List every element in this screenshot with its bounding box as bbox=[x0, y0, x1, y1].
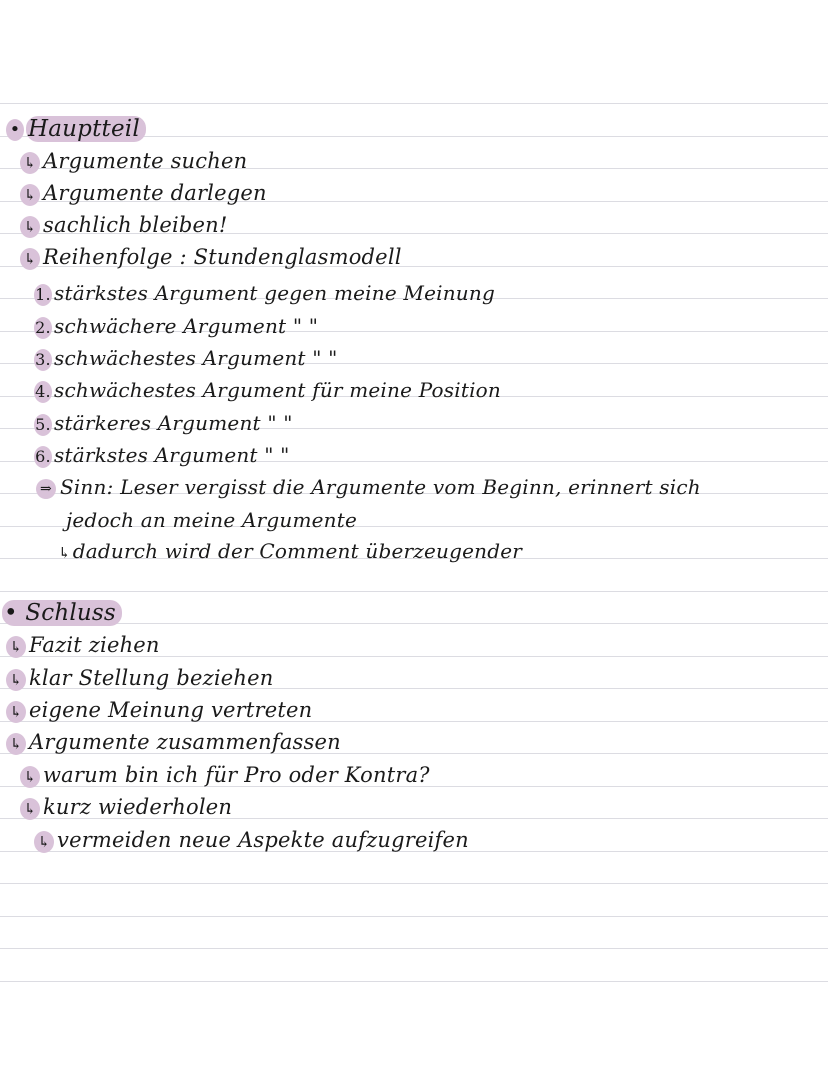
ranking-item bbox=[34, 410, 293, 436]
sub-list-item bbox=[34, 827, 469, 853]
list-item bbox=[6, 729, 341, 755]
heading-label: Schluss bbox=[25, 600, 116, 626]
section-heading-hauptteil bbox=[6, 116, 146, 142]
implies-icon: ⇒ bbox=[36, 479, 56, 499]
arrow-icon: ↳ bbox=[6, 733, 26, 755]
item-text: warum bin ich für Pro oder Kontra? bbox=[43, 763, 430, 787]
list-item bbox=[20, 148, 247, 174]
ruled-line bbox=[0, 916, 828, 917]
dadurch-text: dadurch wird der Comment überzeugender bbox=[72, 539, 523, 563]
list-item bbox=[6, 632, 160, 658]
list-item bbox=[20, 244, 402, 270]
ranking-text: schwächestes Argument für meine Position bbox=[54, 378, 502, 402]
arrow-icon: ↳ bbox=[6, 701, 26, 723]
section-heading-schluss bbox=[2, 600, 122, 626]
arrow-icon: ↳ bbox=[6, 669, 26, 691]
sinn-text-line1: Leser vergisst die Argumente vom Beginn, erinnert sich bbox=[120, 475, 701, 499]
ranking-item bbox=[34, 442, 290, 468]
ranking-item bbox=[34, 345, 338, 371]
item-text: sachlich bleiben! bbox=[43, 213, 228, 237]
ruled-line bbox=[0, 883, 828, 884]
arrow-icon: ↳ bbox=[20, 184, 40, 206]
item-text: Argumente zusammenfassen bbox=[29, 730, 341, 754]
ranking-item bbox=[34, 313, 318, 339]
ranking-text: stärkstes Argument " " bbox=[54, 443, 290, 467]
item-text: vermeiden neue Aspekte aufzugreifen bbox=[57, 828, 469, 852]
ranking-text: stärkstes Argument gegen meine Meinung bbox=[54, 281, 495, 305]
ruled-line bbox=[0, 948, 828, 949]
sinn-label: Sinn: bbox=[59, 475, 114, 499]
list-item bbox=[6, 665, 274, 691]
number-badge: 5. bbox=[35, 414, 51, 434]
bullet-dot-icon: • bbox=[6, 119, 24, 141]
arrow-icon: ↳ bbox=[20, 248, 40, 270]
arrow-icon: ↳ bbox=[20, 766, 40, 788]
sub-list-item bbox=[20, 762, 430, 788]
bullet-dot-icon: • bbox=[4, 600, 18, 626]
sub-list-item bbox=[20, 794, 232, 820]
item-text: Reihenfolge : Stundenglasmodell bbox=[43, 245, 402, 269]
ranking-item bbox=[34, 377, 501, 403]
ruled-line bbox=[0, 591, 828, 592]
number-badge: 4. bbox=[35, 381, 51, 401]
sinn-note bbox=[36, 474, 701, 500]
item-text: Argumente darlegen bbox=[43, 181, 267, 205]
heading-text: Hauptteil bbox=[26, 116, 146, 142]
arrow-icon: ↳ bbox=[58, 544, 71, 562]
number-badge: 6. bbox=[35, 446, 51, 466]
item-text: Argumente suchen bbox=[43, 149, 248, 173]
arrow-icon: ↳ bbox=[20, 798, 40, 820]
arrow-icon: ↳ bbox=[34, 831, 54, 853]
arrow-icon: ↳ bbox=[20, 216, 40, 238]
number-badge: 2. bbox=[35, 317, 51, 337]
number-badge: 3. bbox=[35, 349, 51, 369]
list-item bbox=[20, 212, 228, 238]
sinn-text-line2: jedoch an meine Argumente bbox=[66, 508, 357, 532]
item-text: klar Stellung beziehen bbox=[29, 666, 274, 690]
number-badge: 1. bbox=[35, 284, 51, 304]
sinn-note-continuation bbox=[66, 507, 357, 533]
dadurch-note bbox=[58, 538, 522, 566]
ranking-item bbox=[34, 280, 495, 306]
item-text: eigene Meinung vertreten bbox=[29, 698, 313, 722]
list-item bbox=[20, 180, 267, 206]
ranking-text: schwächestes Argument " " bbox=[54, 346, 338, 370]
ruled-line bbox=[0, 103, 828, 104]
item-text: kurz wiederholen bbox=[43, 795, 233, 819]
ruled-line bbox=[0, 981, 828, 982]
ruled-line bbox=[0, 623, 828, 624]
ranking-text: schwächere Argument " " bbox=[54, 314, 319, 338]
item-text: Fazit ziehen bbox=[29, 633, 160, 657]
arrow-icon: ↳ bbox=[6, 636, 26, 658]
ranking-text: stärkeres Argument " " bbox=[54, 411, 293, 435]
heading-text bbox=[2, 600, 122, 626]
arrow-icon: ↳ bbox=[20, 152, 40, 174]
list-item bbox=[6, 697, 312, 723]
